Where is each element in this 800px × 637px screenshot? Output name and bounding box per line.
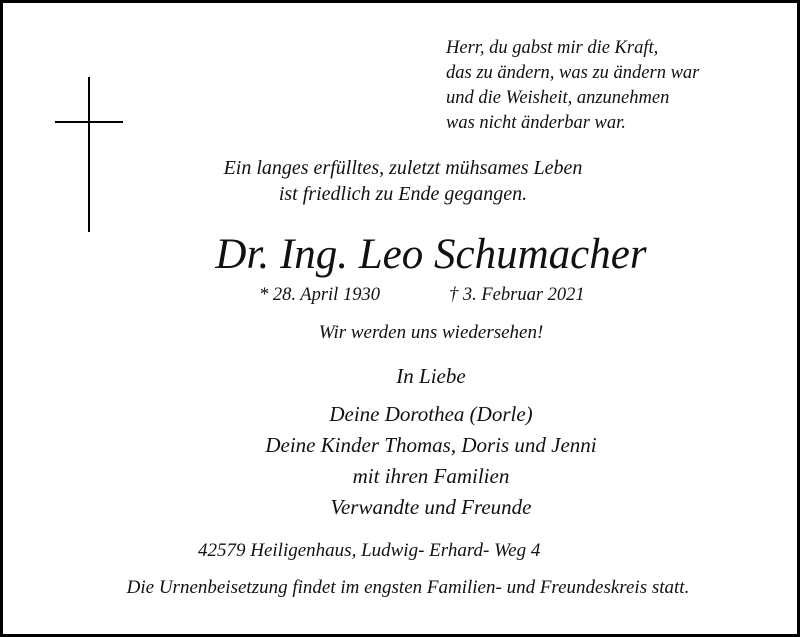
deceased-name: Dr. Ing. Leo Schumacher (215, 231, 647, 278)
mourner-line: Deine Dorothea (Dorle) (329, 402, 533, 426)
birth-date: * 28. April 1930 (259, 285, 380, 305)
intro-text (3, 155, 800, 207)
address-line: 42579 Heiligenhaus, Ludwig- Erhard- Weg 4 (198, 540, 541, 561)
intro-line: Ein langes erfülltes, zuletzt mühsames Leben (223, 157, 583, 179)
verse-line: was nicht änderbar war. (446, 113, 626, 133)
mourners-list (3, 399, 800, 523)
love-line: In Liebe (396, 364, 466, 388)
verse-block (446, 36, 699, 136)
verse-line: das zu ändern, was zu ändern war (446, 63, 700, 83)
mourner-line: mit ihren Familien (352, 464, 510, 488)
mourner-line: Deine Kinder Thomas, Doris und Jenni (265, 433, 597, 457)
mourner-line: Verwandte und Freunde (330, 495, 532, 519)
death-date: † 3. Februar 2021 (449, 285, 585, 305)
verse-line: Herr, du gabst mir die Kraft, (446, 38, 659, 58)
burial-notice: Die Urnenbeisetzung findet im engsten Familien- und Freundeskreis statt. (126, 577, 690, 598)
reunion-line: Wir werden uns wiedersehen! (318, 322, 544, 343)
verse-line: und die Weisheit, anzunehmen (446, 88, 670, 108)
intro-line: ist friedlich zu Ende gegangen. (278, 183, 528, 205)
cross-horizontal-bar (55, 121, 123, 123)
